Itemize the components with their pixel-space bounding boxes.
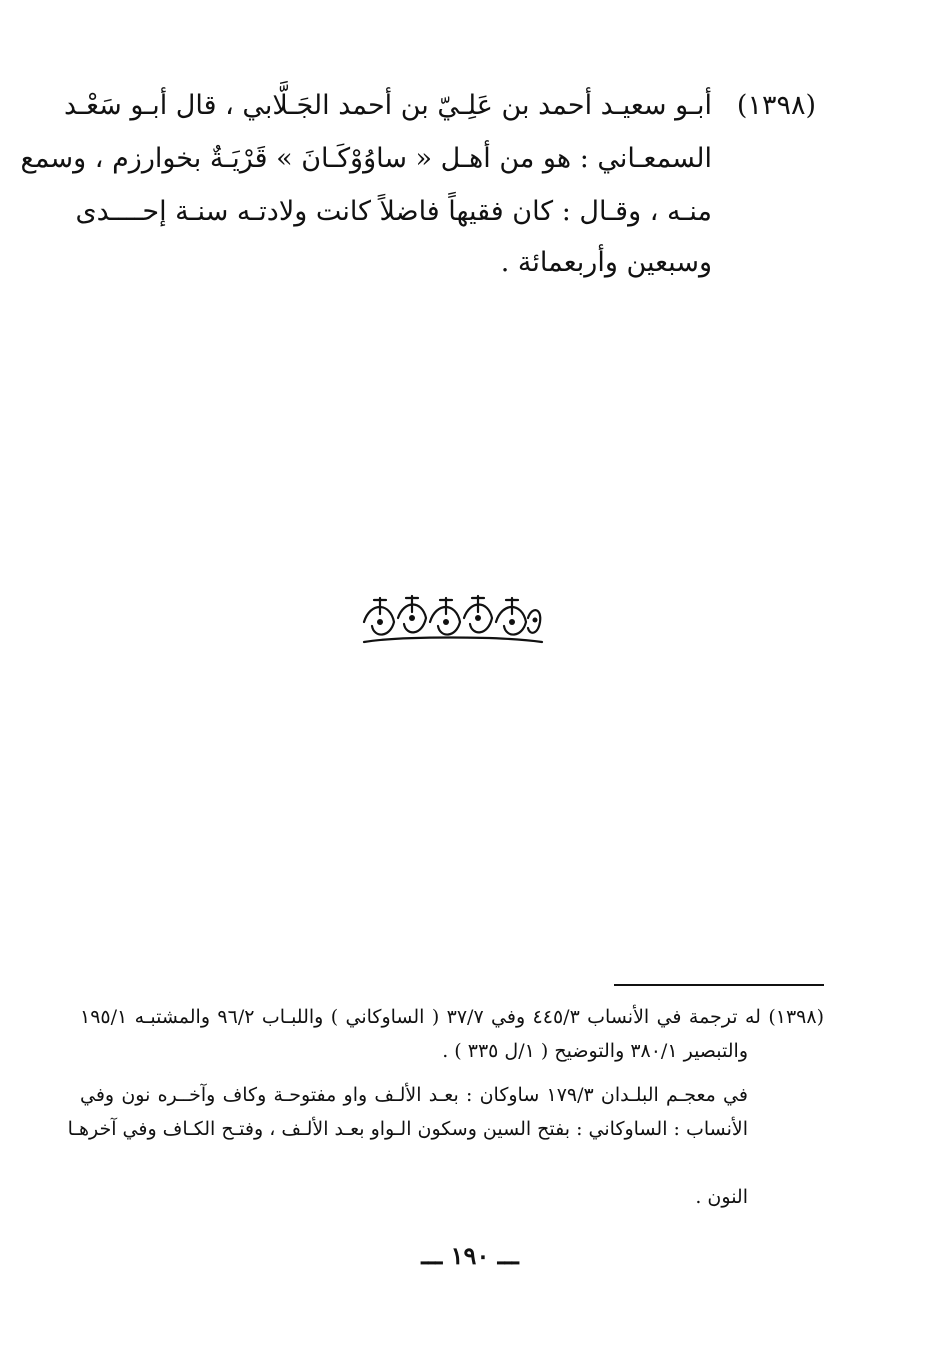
footnote-line-2: والتبصير ٣٨٠/١ والتوضيح ( ١/ل ٣٣٥ ) . [442,1040,748,1062]
entry-line-4: وسبعين وأربعمائة . [500,247,712,278]
biography-entry [20,82,824,282]
footnote-separator [614,984,824,986]
page-number: ـــ ١٩٠ ـــ [421,1241,519,1270]
decorative-ornament [360,592,545,648]
entry-line-3: منـه ، وقـال : كان فقيهاً فاضلاً كانت ولادتـه سنـة إحــــدى [75,196,712,227]
entry-line-1: أبـو سعيـد أحمد بن عَلِـيّ بن أحمد الجَـلَّابي ، قال أبـو سَعْـد [64,90,712,121]
entry-number: (١٣٩٨) [736,90,816,121]
footnote-line-5: النون . [695,1186,748,1208]
footnote-line-1: (١٣٩٨) له ترجمة في الأنساب ٤٤٥/٣ وفي ٣٧/٧ ( الساوكاني ) واللبـاب ٩٦/٢ والمشتبـه ١٩٥/١ [80,1006,824,1028]
footnote-line-3: في معجـم البلـدان ١٧٩/٣ ساوكان : بعـد الألـف واو مفتوحـة وكاف وآخــره نون وفي [80,1084,748,1106]
footnote-line-4: الأنساب : الساوكاني : بفتح السين وسكون الـواو بعـد الألـف ، وفتـح الكـاف وفي آخرهـا [67,1118,748,1140]
entry-line-2: السمعـاني : هو من أهـل « ساوُوْكَـانَ » قَرْيَـةٌ بخوارزم ، وسمع [20,143,712,174]
